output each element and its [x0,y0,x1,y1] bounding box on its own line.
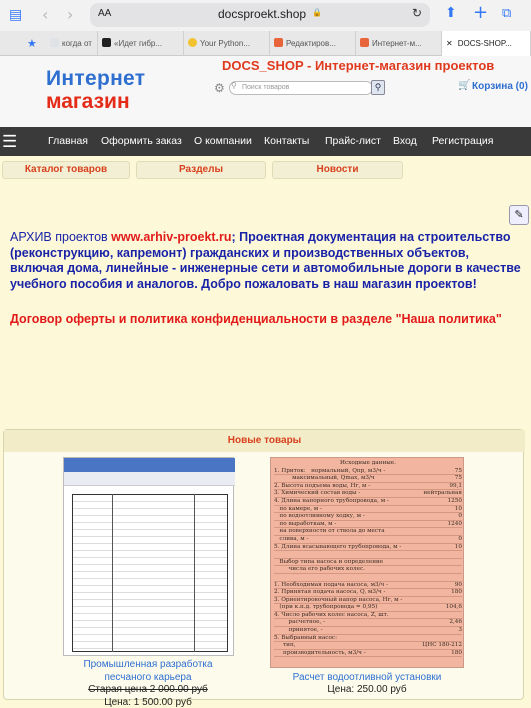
tab-label: «Идет гибр... [114,39,163,48]
doc-toolbar [64,458,235,472]
calc-value: 1250 [447,497,462,504]
product-2-price: Цена: 250.00 руб [327,684,407,695]
sections-button[interactable]: Разделы [136,161,266,179]
calc-row [274,468,462,476]
calc-label: на поверхности от ствола до места [274,528,385,535]
nav-price-list[interactable]: Прайс-лист [325,135,381,147]
archive-link[interactable]: www.arhiv-proekt.ru [111,230,232,244]
catalog-button[interactable]: Каталог товаров [2,161,130,179]
nav-checkout[interactable]: Оформить заказ [101,135,182,147]
address-bar[interactable] [90,3,430,27]
tab-6-active[interactable] [442,31,531,56]
calc-label: тип, [274,642,296,649]
calc-row [274,604,462,612]
main-nav [0,127,531,156]
calc-row [274,619,462,627]
tab-5[interactable] [356,31,442,56]
calc-row [274,498,462,506]
calc-value: 1240 [447,520,462,527]
calc-value: 104,6 [445,604,462,611]
calc-row [274,635,462,643]
new-tab-icon[interactable]: + [473,2,489,23]
logo-line-1[interactable]: Интернет [46,67,146,90]
browser-toolbar [0,0,531,31]
forward-icon[interactable]: › [67,5,74,24]
calc-label: 3. Ориентировочный напор насоса, Нг, м - [274,596,403,603]
url-text: docsproekt.shop [218,7,307,21]
calc-label: производительность, м3/ч - [274,649,366,656]
calc-row [274,612,462,620]
tabs-overview-icon[interactable]: ⧉ [502,6,512,21]
calc-row [274,589,462,597]
tab-label: Редактиров... [286,39,336,48]
calc-value: 10 [454,543,462,550]
tab-label: Your Python... [200,39,250,48]
doc-page [72,494,228,652]
calc-label: по водоотливному ходку, м - [274,513,365,520]
tab-3[interactable] [184,31,270,56]
site-title: DOCS_SHOP - Интернет-магазин проектов [222,58,495,73]
sidebar-icon[interactable]: ▤ [9,7,23,23]
calc-row [274,574,462,582]
doc-column-rule [194,494,195,652]
tab-4[interactable] [270,31,356,56]
calc-label [274,574,276,581]
product-2-image[interactable] [270,457,464,668]
tab-label: когда от [62,39,92,48]
calc-value: 75 [454,475,462,482]
close-tab-icon[interactable]: ✕ [446,39,453,48]
product-1-old-price: Старая цена 2 000.00 руб [88,684,208,695]
calc-row [274,513,462,521]
search-button[interactable]: ⚲ [371,80,385,95]
calc-label: 3. Химический состав воды - [274,490,361,497]
nav-contacts[interactable]: Контакты [264,135,310,147]
calc-label: 1. Необходимая подача насоса, м3/ч - [274,581,389,588]
calc-label: принятое, - [274,627,323,634]
product-2-title[interactable]: Расчет водоотливной установки [292,672,442,683]
calc-value: ЦНС 180-212 [422,642,462,649]
cart-icon[interactable]: 🛒 [458,80,471,91]
gear-icon[interactable]: ⚙ [214,81,225,95]
calc-value: 180 [451,589,462,596]
lock-icon: 🔒 [312,8,322,17]
news-button[interactable]: Новости [272,161,403,179]
calc-label: (при к.п.д. трубопровода = 0,95) [274,604,378,611]
product-1-price: Цена: 1 500.00 руб [104,697,192,708]
doc-ribbon [64,472,235,486]
calc-value: 3 [458,627,462,634]
calc-row [274,551,462,559]
calc-row [274,475,462,483]
tab-2[interactable] [98,31,184,56]
calc-label: 4. Длина напорного трубопровода, м - [274,497,389,504]
nav-about[interactable]: О компании [194,135,252,147]
share-icon[interactable]: ⬆ [445,5,457,21]
favicon-icon [50,38,59,47]
new-products-section [3,429,524,708]
product-1-image[interactable] [63,457,234,656]
new-products-heading: Новые товары [4,430,525,452]
calc-value: 10 [454,505,462,512]
nav-register[interactable]: Регистрация [432,135,494,147]
calc-row [274,627,462,635]
calc-value: 90 [454,581,462,588]
nav-login[interactable]: Вход [393,135,417,147]
bookmark-widget-icon[interactable]: ✎ [509,205,529,225]
calc-label: по камере, м - [274,505,322,512]
doc-column-rule [112,494,113,652]
calc-value: нейтральная [423,490,462,497]
product-1-title[interactable]: Промышленная разработка песчаного карьера [83,659,213,683]
calc-label: 4. Число рабочих колес насоса, Z, шт. [274,611,389,618]
favicon-icon [360,38,369,47]
calc-row [274,490,462,498]
calc-row [274,521,462,529]
intro-body: ; Проектная документация на строительство (реконструкцию, капремонт) гражданских и производственных объектов, включая дома, линейные - инженерные сети и автомобильные дороги в качестве учебного пособия и аналогов. Добро пожаловать в наш магазин проектов! [10,230,521,291]
menu-icon[interactable]: ☰ [2,132,18,151]
calc-value: 180 [451,649,462,656]
calc-row [274,650,462,658]
calc-label: 2. Высота подъема воды, Нг, м - [274,482,371,489]
text-size-button[interactable]: AA [98,8,112,19]
favicon-icon [188,38,197,47]
reload-icon[interactable]: ↻ [412,6,423,20]
back-icon[interactable]: ‹ [42,5,49,24]
calc-sheet [274,460,462,657]
calc-label: расчетное, - [274,619,326,626]
intro-text [10,230,522,292]
calc-label: по выработкам, м - [274,520,337,527]
calc-row [274,528,462,536]
cart-link[interactable]: Корзина (0) [472,81,528,92]
favicon-icon [102,38,111,47]
calc-row [274,582,462,590]
calc-label: Выбор типа насоса и определение [274,558,384,565]
calc-row [274,544,462,552]
calc-row [274,536,462,544]
bookmark-star-icon[interactable]: ★ [27,37,37,50]
policy-text[interactable]: Договор оферты и политика конфиденциальности в разделе "Наша политика" [10,312,502,326]
tab-label: DOCS-SHOP... [457,39,512,48]
calc-value: 75 [454,467,462,474]
calc-label: 2. Принятая подача насоса, Q, м3/ч - [274,589,386,596]
search-input[interactable]: Поиск товаров [229,81,373,95]
intro-prefix: АРХИВ проектов [10,230,108,244]
calc-row [274,642,462,650]
calc-row [274,483,462,491]
calc-label: максимальный, Qmax, м3/ч [274,475,375,482]
calc-value: 0 [458,535,462,542]
calc-label [274,551,276,558]
tab-strip [0,31,531,56]
favicon-icon [274,38,283,47]
calc-value: 99,1 [449,482,462,489]
calc-row [274,566,462,574]
tab-1[interactable] [46,31,98,56]
calc-label: 5. Длина всасывающего трубопровода, м - [274,543,402,550]
search-icon[interactable]: ⚲ [231,81,237,90]
calc-heading: Исходные данные. [340,460,396,466]
calc-label: слива, м - [274,535,309,542]
nav-home[interactable]: Главная [48,135,88,147]
calc-label: 1. Приток: нормальный, Qпр, м3/ч - [274,467,386,474]
calc-value: 2,46 [449,619,462,626]
logo-line-2[interactable]: магазин [46,90,130,113]
calc-row [274,506,462,514]
calc-value: 0 [458,513,462,520]
tab-label: Интернет-м... [372,39,422,48]
calc-label: 5. Выбранный насос: [274,634,337,641]
calc-label: числа его рабочих колес. [274,566,365,573]
